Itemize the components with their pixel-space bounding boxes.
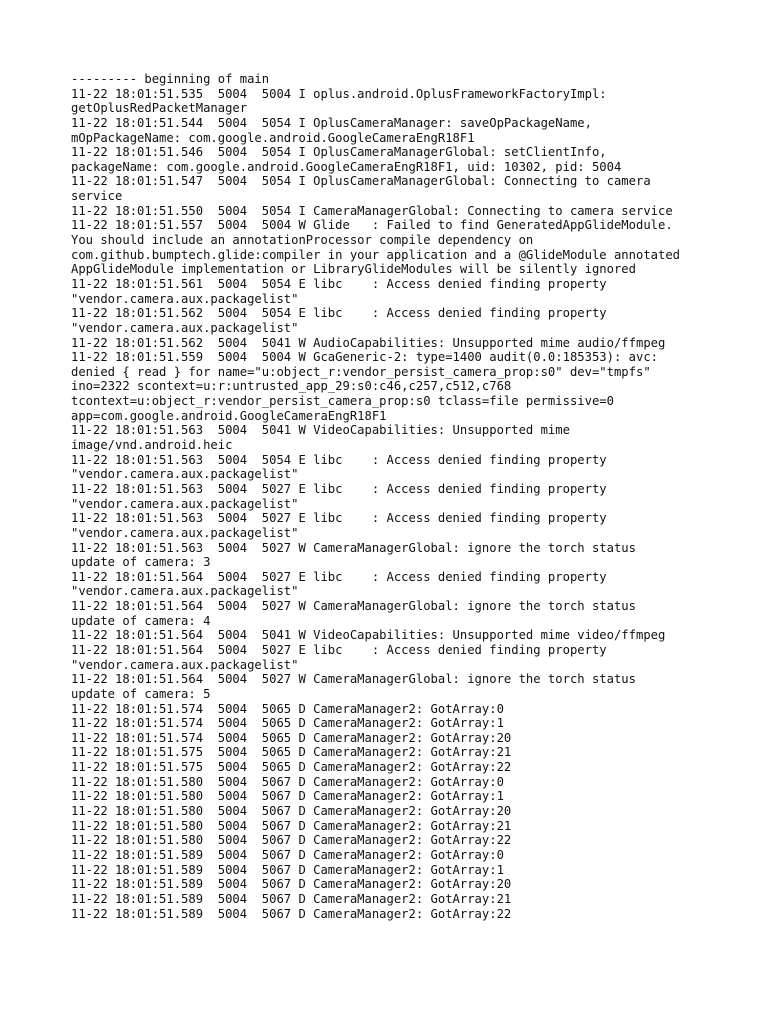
log-line: "vendor.camera.aux.packagelist" [71,496,299,511]
log-line: 11-22 18:01:51.561 5004 5054 E libc : Access denied finding property [71,276,607,291]
log-line: 11-22 18:01:51.563 5004 5027 W CameraManagerGlobal: ignore the torch status [71,540,636,555]
log-line: --------- beginning of main [71,72,270,86]
log-line: com.github.bumptech.glide:compiler in your application and a @GlideModule annotated [71,247,681,262]
log-line: "vendor.camera.aux.packagelist" [71,657,299,672]
log-line: 11-22 18:01:51.563 5004 5054 E libc : Access denied finding property [71,452,607,467]
log-line: 11-22 18:01:51.580 5004 5067 D CameraManager2: GotArray:22 [71,833,512,848]
log-line: 11-22 18:01:51.559 5004 5004 W GcaGeneric-2: type=1400 audit(0.0:185353): avc: [71,350,658,365]
log-line: 11-22 18:01:51.546 5004 5054 I OplusCameraManagerGlobal: setClientInfo, [71,145,607,160]
log-line: 11-22 18:01:51.564 5004 5027 W CameraManagerGlobal: ignore the torch status [71,672,636,687]
log-line: 11-22 18:01:51.589 5004 5067 D CameraManager2: GotArray:22 [71,906,512,921]
log-line: "vendor.camera.aux.packagelist" [71,525,299,540]
log-line: 11-22 18:01:51.589 5004 5067 D CameraManager2: GotArray:21 [71,891,512,906]
log-line: update of camera: 5 [71,686,211,701]
log-line: "vendor.camera.aux.packagelist" [71,320,299,335]
log-line: 11-22 18:01:51.563 5004 5041 W VideoCapabilities: Unsupported mime [71,423,570,438]
log-line: 11-22 18:01:51.544 5004 5054 I OplusCameraManager: saveOpPackageName, [71,115,592,130]
log-line: 11-22 18:01:51.563 5004 5027 E libc : Access denied finding property [71,481,607,496]
log-line: image/vnd.android.heic [71,438,233,453]
log-line: "vendor.camera.aux.packagelist" [71,467,299,482]
log-line: 11-22 18:01:51.580 5004 5067 D CameraManager2: GotArray:20 [71,804,512,819]
log-line: 11-22 18:01:51.574 5004 5065 D CameraManager2: GotArray:1 [71,716,504,731]
log-line: 11-22 18:01:51.575 5004 5065 D CameraManager2: GotArray:22 [71,760,512,775]
log-line: 11-22 18:01:51.563 5004 5027 E libc : Access denied finding property [71,511,607,526]
log-line: 11-22 18:01:51.547 5004 5054 I OplusCameraManagerGlobal: Connecting to camera [71,174,651,189]
log-line: You should include an annotationProcessor compile dependency on [71,233,534,248]
log-line: 11-22 18:01:51.574 5004 5065 D CameraManager2: GotArray:0 [71,701,504,716]
log-line: 11-22 18:01:51.580 5004 5067 D CameraManager2: GotArray:0 [71,774,504,789]
log-line: app=com.google.android.GoogleCameraEngR18F1 [71,408,387,423]
log-line: packageName: com.google.android.GoogleCameraEngR18F1, uid: 10302, pid: 5004 [71,159,622,174]
log-line: tcontext=u:object_r:vendor_persist_camera_prop:s0 tclass=file permissive=0 [71,394,614,409]
log-line: 11-22 18:01:51.564 5004 5041 W VideoCapabilities: Unsupported mime video/ffmpeg [71,628,666,643]
log-line: 11-22 18:01:51.575 5004 5065 D CameraManager2: GotArray:21 [71,745,512,760]
log-line: service [71,189,123,204]
log-line: 11-22 18:01:51.589 5004 5067 D CameraManager2: GotArray:1 [71,862,504,877]
log-line: 11-22 18:01:51.562 5004 5054 E libc : Access denied finding property [71,306,607,321]
log-line: update of camera: 3 [71,555,211,570]
log-line: ino=2322 scontext=u:r:untrusted_app_29:s0:c46,c257,c512,c768 [71,379,512,394]
log-line: 11-22 18:01:51.580 5004 5067 D CameraManager2: GotArray:21 [71,818,512,833]
log-line: 11-22 18:01:51.550 5004 5054 I CameraManagerGlobal: Connecting to camera service [71,203,673,218]
log-line: 11-22 18:01:51.574 5004 5065 D CameraManager2: GotArray:20 [71,730,512,745]
log-line: "vendor.camera.aux.packagelist" [71,584,299,599]
log-line: 11-22 18:01:51.564 5004 5027 W CameraManagerGlobal: ignore the torch status [71,599,636,614]
log-line: mOpPackageName: com.google.android.GoogleCameraEngR18F1 [71,130,475,145]
logcat-text-block [71,72,701,921]
log-line: 11-22 18:01:51.564 5004 5027 E libc : Access denied finding property [71,642,607,657]
log-line: 11-22 18:01:51.535 5004 5004 I oplus.android.OplusFrameworkFactoryImpl: [71,86,607,101]
log-line: 11-22 18:01:51.562 5004 5041 W AudioCapabilities: Unsupported mime audio/ffmpeg [71,335,666,350]
log-line: "vendor.camera.aux.packagelist" [71,291,299,306]
log-line: 11-22 18:01:51.564 5004 5027 E libc : Access denied finding property [71,569,607,584]
log-line: update of camera: 4 [71,613,211,628]
log-line: 11-22 18:01:51.589 5004 5067 D CameraManager2: GotArray:0 [71,847,504,862]
log-line: 11-22 18:01:51.557 5004 5004 W Glide : Failed to find GeneratedAppGlideModule. [71,218,673,233]
log-line: 11-22 18:01:51.589 5004 5067 D CameraManager2: GotArray:20 [71,877,512,892]
log-line: AppGlideModule implementation or LibraryGlideModules will be silently ignored [71,262,636,277]
log-line: getOplusRedPacketManager [71,101,248,116]
log-line: denied { read } for name="u:object_r:vendor_persist_camera_prop:s0" dev="tmpfs" [71,364,651,379]
log-line: 11-22 18:01:51.580 5004 5067 D CameraManager2: GotArray:1 [71,789,504,804]
